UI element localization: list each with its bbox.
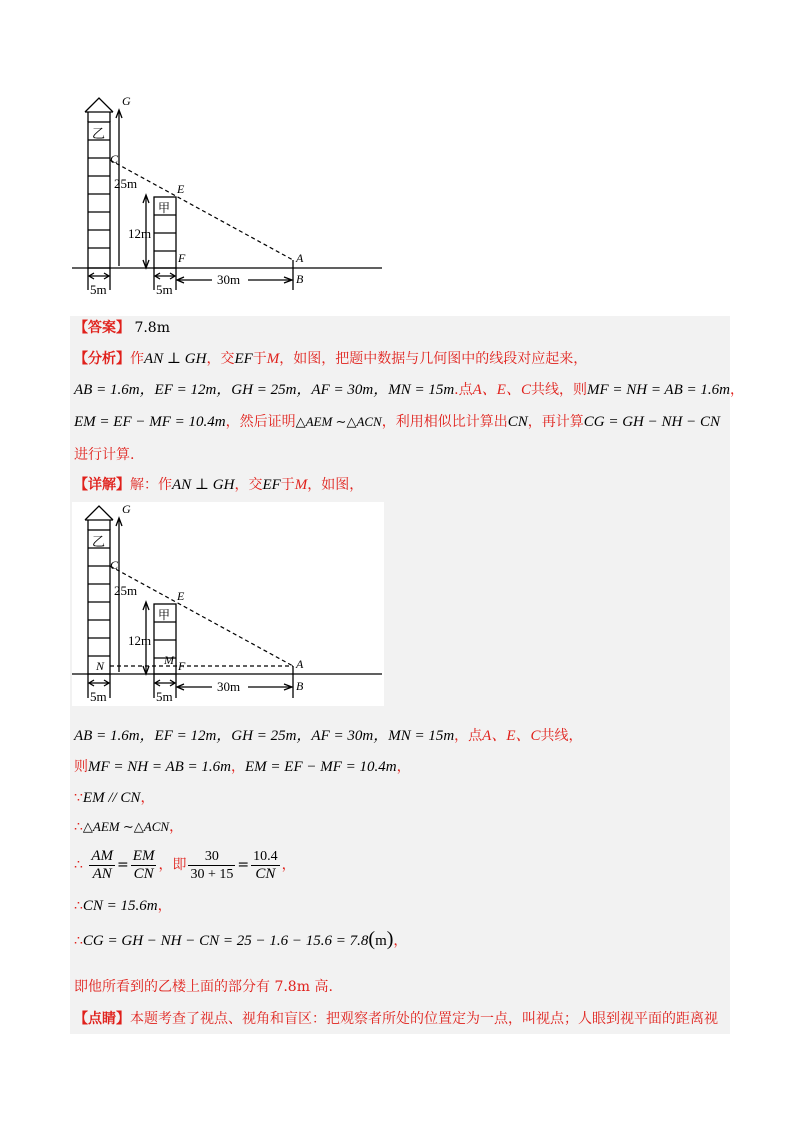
- detail-line-8: ∴CG = GH − NH − CN = 25 − 1.6 − 15.6 = 7.8(m)，: [74, 928, 408, 950]
- label-b: B: [296, 679, 304, 693]
- text: 于: [280, 477, 295, 493]
- text: ，: [169, 819, 184, 835]
- label-yi: 乙: [92, 534, 106, 549]
- math: AN ⊥ GH: [144, 351, 207, 367]
- label-g: G: [122, 502, 131, 516]
- analysis-line-3: [74, 413, 720, 431]
- math: AM: [91, 847, 114, 864]
- text: ∴: [74, 819, 83, 835]
- text: ，然后证明: [225, 414, 296, 430]
- label-jia: 甲: [158, 608, 171, 622]
- math: EM = EF − MF = 10.4m: [74, 414, 226, 430]
- text: 则: [74, 759, 88, 775]
- math: △AEM ∼△ACN: [82, 819, 170, 834]
- label-f: F: [178, 659, 186, 673]
- text: ，即: [158, 857, 187, 873]
- text: ，: [393, 933, 408, 949]
- analysis-tag: 【分析】: [74, 351, 130, 367]
- math: CN: [507, 414, 528, 430]
- label-5m-right: 5m: [156, 689, 173, 704]
- math: AN: [92, 865, 112, 882]
- fraction: [131, 848, 157, 883]
- text: 于: [252, 351, 267, 367]
- math: EF: [262, 477, 281, 493]
- label-5m-left: 5m: [90, 689, 107, 704]
- label-12m: 12m: [128, 226, 152, 241]
- analysis-line-1: [74, 350, 587, 368]
- label-e: E: [177, 589, 185, 603]
- label-30m: 30m: [217, 679, 241, 694]
- text: ，: [396, 759, 411, 775]
- text: 共线，: [540, 728, 583, 744]
- label-c: C: [110, 558, 119, 572]
- label-5m-left: 5m: [90, 282, 107, 297]
- text: .点: [454, 382, 473, 398]
- detail-line-1: [74, 476, 363, 494]
- math: EM // CN: [82, 790, 141, 806]
- label-yi: 乙: [92, 126, 106, 141]
- label-f: F: [178, 251, 186, 265]
- math: M: [294, 477, 308, 493]
- text: ，如图，: [307, 477, 364, 493]
- text: =: [237, 857, 250, 873]
- label-30m: 30m: [217, 272, 241, 287]
- detail-tag: 【详解】: [74, 477, 130, 493]
- label-b: B: [296, 272, 304, 286]
- detail-line-7: [74, 897, 172, 915]
- math: CN = 15.6m: [82, 898, 158, 914]
- label-a: A: [296, 657, 304, 671]
- text: 作: [130, 351, 144, 367]
- text: ，点: [454, 728, 483, 744]
- text: ，再计算: [527, 414, 584, 430]
- answer-value: 7.8m: [134, 320, 170, 336]
- top-figure: [72, 90, 392, 300]
- text: 共线，则: [530, 382, 587, 398]
- text: ，利用相似比计算出: [381, 414, 508, 430]
- text: =: [117, 857, 129, 873]
- label-12m: 12m: [128, 633, 152, 648]
- math: EM = EF − MF = 10.4m: [245, 759, 397, 775]
- math: m: [375, 933, 387, 949]
- math: CN: [255, 865, 276, 882]
- text: ，: [231, 759, 245, 775]
- math: AB = 1.6m，EF = 12m，GH = 25m，AF = 30m，MN = 15m: [74, 728, 455, 744]
- text: ∴: [74, 933, 83, 949]
- math: A、E、C: [482, 728, 541, 744]
- math: △AEM ∼△ACN: [295, 414, 382, 429]
- text: 本题考查了视点、视角和盲区：把观察者所处的位置定为一点，叫视点；人眼到视平面的距离视: [130, 1011, 718, 1027]
- label-c: C: [110, 152, 119, 166]
- math: CG = GH − NH − CN = 25 − 1.6 − 15.6 = 7.8: [82, 933, 369, 949]
- label-n: N: [96, 659, 105, 673]
- fraction: [188, 848, 235, 883]
- detail-conclusion: 即他所看到的乙楼上面的部分有 7.8m 高.: [74, 979, 333, 995]
- math: 10.4: [253, 848, 278, 864]
- math: EF: [234, 351, 253, 367]
- text: ，交: [206, 351, 235, 367]
- label-25m: 25m: [114, 176, 138, 191]
- comment-line: [74, 1010, 718, 1028]
- answer-tag: 【答案】: [74, 320, 130, 336]
- text: ∴: [74, 857, 83, 873]
- label-g: G: [122, 94, 131, 108]
- math: AN ⊥ GH: [172, 477, 235, 493]
- math: M: [266, 351, 280, 367]
- detail-line-2: [74, 727, 583, 745]
- math: CN: [133, 865, 154, 882]
- detail-figure: [72, 502, 384, 706]
- fraction: [251, 848, 280, 883]
- math: 30: [188, 848, 235, 866]
- analysis-line-2: [74, 381, 744, 399]
- math: EM: [132, 847, 155, 864]
- label-jia: 甲: [158, 201, 171, 215]
- text: ，交: [234, 477, 263, 493]
- detail-line-4: [74, 789, 154, 807]
- answer-line: [74, 319, 170, 337]
- text: 解：作: [130, 477, 172, 493]
- label-e: E: [177, 182, 185, 196]
- math: AB = 1.6m，EF = 12m，GH = 25m，AF = 30m，MN = 15m: [74, 382, 455, 398]
- text: ∴: [74, 898, 83, 914]
- label-5m-right: 5m: [156, 282, 173, 297]
- detail-line-3: [74, 758, 411, 776]
- text: ，: [157, 898, 172, 914]
- label-m: M: [164, 653, 174, 667]
- text: ，: [729, 382, 744, 398]
- analysis-line-4: 进行计算.: [74, 447, 135, 463]
- label-25m: 25m: [114, 583, 138, 598]
- detail-line-6: [74, 846, 296, 884]
- math: CG = GH − NH − CN: [583, 414, 720, 430]
- math: A、E、C: [472, 382, 531, 398]
- text: ，如图，把题中数据与几何图中的线段对应起来，: [279, 351, 588, 367]
- math: MF = NH = AB = 1.6m: [586, 382, 730, 398]
- math: MF = NH = AB = 1.6m: [88, 759, 231, 775]
- math: 30 + 15: [190, 866, 234, 882]
- comment-tag: 【点睛】: [74, 1011, 130, 1027]
- detail-line-5: [74, 818, 183, 836]
- text: ∵: [74, 790, 83, 806]
- label-a: A: [296, 251, 304, 265]
- fraction: [89, 848, 115, 883]
- text: ，: [281, 857, 296, 873]
- text: ，: [140, 790, 155, 806]
